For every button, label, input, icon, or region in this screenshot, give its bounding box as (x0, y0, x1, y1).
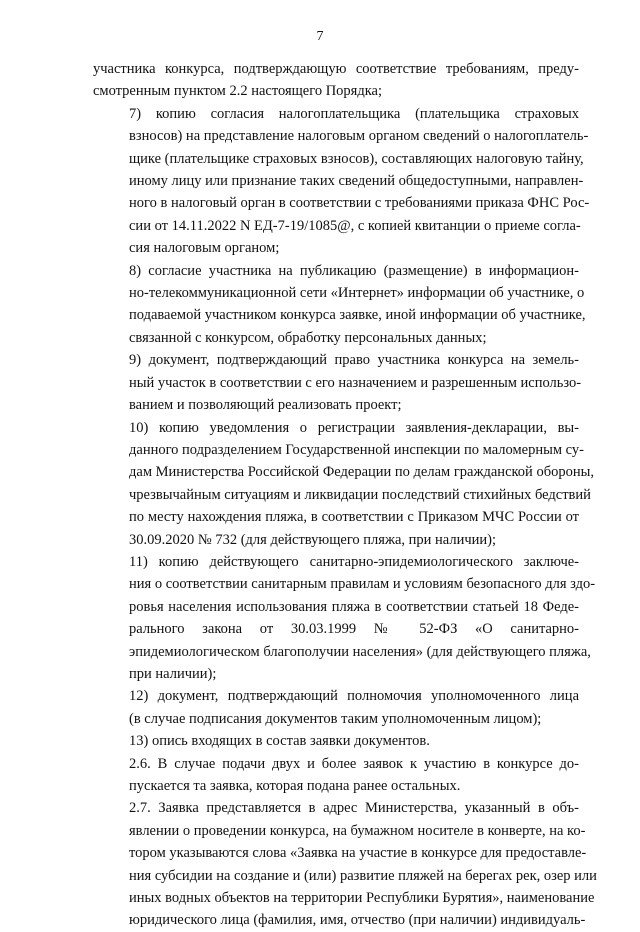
body-text (93, 58, 597, 932)
text-line: но-телекоммуникационной сети «Интернет» информации об участнике, о (129, 285, 585, 302)
text-line: 12) документ, подтверждающий полномочия уполномоченного лица (129, 688, 579, 705)
text-line: 2.7. Заявка представляется в адрес Министерства, указанный в объ- (129, 800, 579, 817)
text-line: 9) документ, подтверждающий право участника конкурса на земель- (129, 352, 579, 369)
text-line: взносов) на представление налоговым органом сведений о налогоплатель- (129, 128, 589, 145)
text-line: чрезвычайным ситуациям и ликвидации последствий стихийных бедствий (129, 486, 591, 503)
text-line: данного подразделением Государственной инспекции по маломерным су- (129, 441, 584, 458)
paragraph-item-10 (93, 417, 594, 551)
paragraph-item-9 (93, 349, 582, 416)
text-line: ного в налоговый орган в соответствии с требованиями приказа ФНС Рос- (129, 195, 590, 212)
page-number: 7 (316, 29, 324, 44)
text-line: по месту нахождения пляжа, в соответствии с Приказом МЧС России от (129, 509, 579, 526)
text-line: ровья населения использования пляжа в соответствии статьей 18 Феде- (129, 598, 579, 615)
paragraph-item-11 (93, 551, 596, 685)
text-line: ния о соответствии санитарным правилам и условиям безопасного для здо- (129, 576, 596, 593)
paragraph-clause-2-7 (93, 797, 597, 931)
text-line: пускается та заявка, которая подана ранее остальных. (129, 778, 461, 794)
text-line: сии от 14.11.2022 N ЕД-7-19/1085@, с копией квитанции о приеме согла- (129, 217, 581, 234)
text-line: смотренным пунктом 2.2 настоящего Порядка; (93, 83, 383, 100)
text-line: ный участок в соответствии с его назначением и разрешенным использо- (129, 374, 582, 391)
text-line: иных водных объектов на территории Республики Бурятия», наименование (129, 890, 595, 907)
text-line: 30.09.2020 № 732 (для действующего пляжа, при наличии); (129, 531, 497, 548)
text-line: связанной с конкурсом, обработку персональных данных; (129, 329, 487, 346)
paragraph-clause-2-6 (93, 753, 579, 798)
text-line: эпидемиологическом благополучии населения» (для действующего пляжа, (129, 643, 591, 660)
text-line: 11) копию действующего санитарно-эпидемиологического заключе- (129, 553, 579, 570)
paragraph-item-8 (93, 260, 586, 350)
text-line: явлении о проведении конкурса, на бумажном носителе в конверте, на ко- (129, 822, 586, 839)
text-line: щике (плательщике страховых взносов), составляющих налоговую тайну, (129, 150, 584, 167)
paragraph (93, 58, 579, 103)
text-line: 8) согласие участника на публикацию (размещение) в информацион- (129, 262, 579, 279)
text-line: подаваемой участником конкурса заявке, иной информации об участнике, (129, 307, 586, 324)
text-line: дам Министерства Российской Федерации по делам гражданской обороны, (129, 464, 594, 481)
text-line: ванием и позволяющий реализовать проект; (129, 397, 402, 414)
text-line: 10) копию уведомления о регистрации заявления-декларации, вы- (129, 419, 579, 436)
text-line: 13) опись входящих в состав заявки документов. (129, 733, 430, 750)
text-line: тором указываются слова «Заявка на участие в конкурсе для предоставле- (129, 845, 587, 862)
text-line: (в случае подписания документов таким уполномоченным лицом); (129, 710, 542, 727)
paragraph-item-7 (93, 103, 590, 260)
text-line: иному лицу или признание таких сведений общедоступными, направлен- (129, 173, 584, 190)
text-line: участника конкурса, подтверждающую соответствие требованиям, преду- (93, 61, 579, 77)
text-line: рального закона от 30.03.1999 № 52-ФЗ «О санитарно- (129, 621, 579, 638)
text-line: 7) копию согласия налогоплательщика (плательщика страховых (129, 105, 579, 122)
text-line: сия налоговым органом; (129, 240, 280, 257)
text-line: ния субсидии на создание и (или) развитие пляжей на берегах рек, озер или (129, 867, 597, 884)
paragraph-item-13 (93, 730, 579, 752)
text-line: юридического лица (фамилия, имя, отчество (при наличии) индивидуаль- (129, 912, 586, 929)
text-line: при наличии); (129, 665, 217, 682)
paragraph-item-12 (93, 685, 579, 730)
text-line: 2.6. В случае подачи двух и более заявок к участию в конкурсе до- (129, 755, 579, 772)
